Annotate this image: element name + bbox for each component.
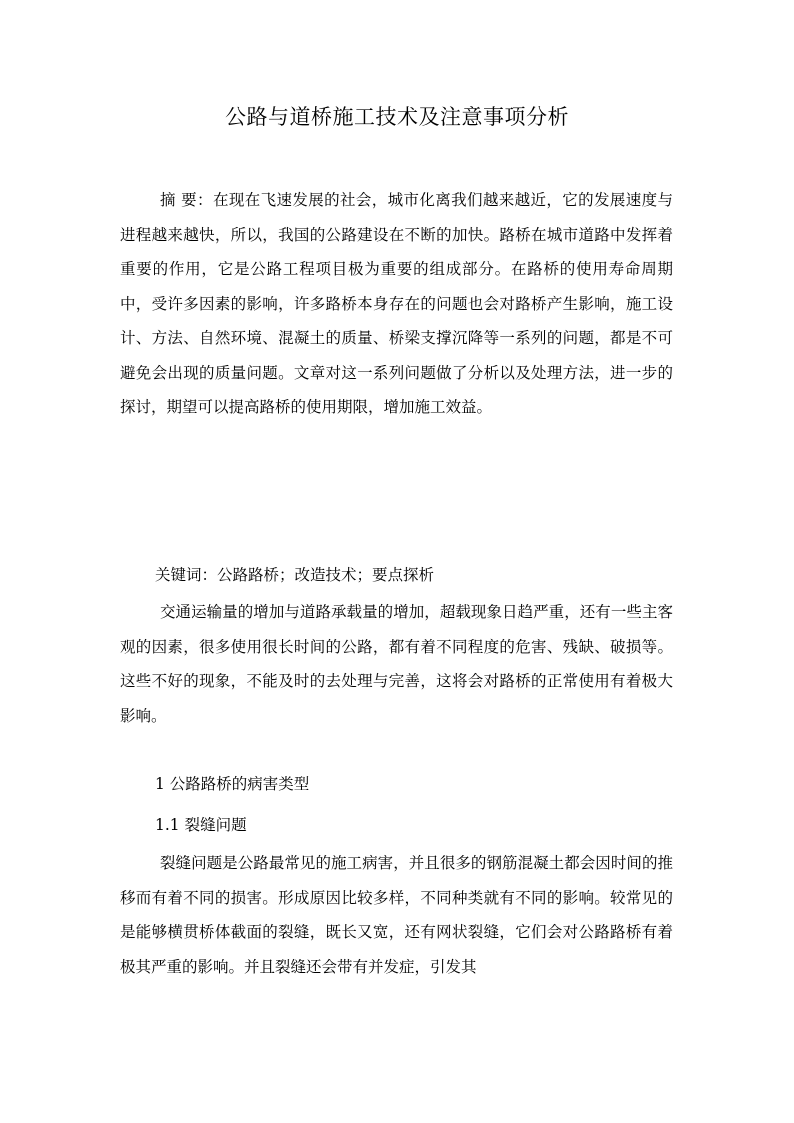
abstract-text: 在现在飞速发展的社会，城市化离我们越来越近，它的发展速度与进程越来越快，所以，我国的公路建设在不断的加快。路桥在城市道路中发挥着重要的作用，它是公路工程项目极为重要的组成部分。在路桥的使用寿命周期中，受许多因素的影响，许多路桥本身存在的问题也会对路桥产生影响，施工设计、方法、自然环境、混凝土的质量、桥梁支撑沉降等一系列的问题，都是不可避免会出现的质量问题。文章对这一系列问题做了分析以及处理方法，进一步的探讨，期望可以提高路桥的使用期限，增加施工效益。 [120, 191, 673, 416]
intro-paragraph: 交通运输量的增加与道路承载量的增加，超载现象日趋严重，还有一些主客观的因素，很多使用很长时间的公路，都有着不同程度的危害、残缺、破损等。这些不好的现象，不能及时的去处理与完善，这将会对路桥的正常使用有着极大影响。 [120, 603, 673, 725]
abstract-paragraph [120, 183, 673, 425]
document-title: 公路与道桥施工技术及注意事项分析 [225, 105, 569, 129]
section-1-heading: 1 公路路桥的病害类型 [155, 775, 310, 793]
abstract-label: 摘 要： [160, 191, 213, 209]
section-1-1-paragraph: 裂缝问题是公路最常见的施工病害，并且很多的钢筋混凝土都会因时间的推移而有着不同的损害。形成原因比较多样，不同种类就有不同的影响。较常见的是能够横贯桥体截面的裂缝，既长又宽，还有网状裂缝，它们会对公路路桥有着极其严重的影响。并且裂缝还会带有并发症，引发其 [120, 854, 673, 976]
keywords-line: 关键词：公路路桥；改造技术；要点探析 [155, 566, 435, 584]
section-1-1-heading: 1.1 裂缝问题 [155, 816, 247, 834]
